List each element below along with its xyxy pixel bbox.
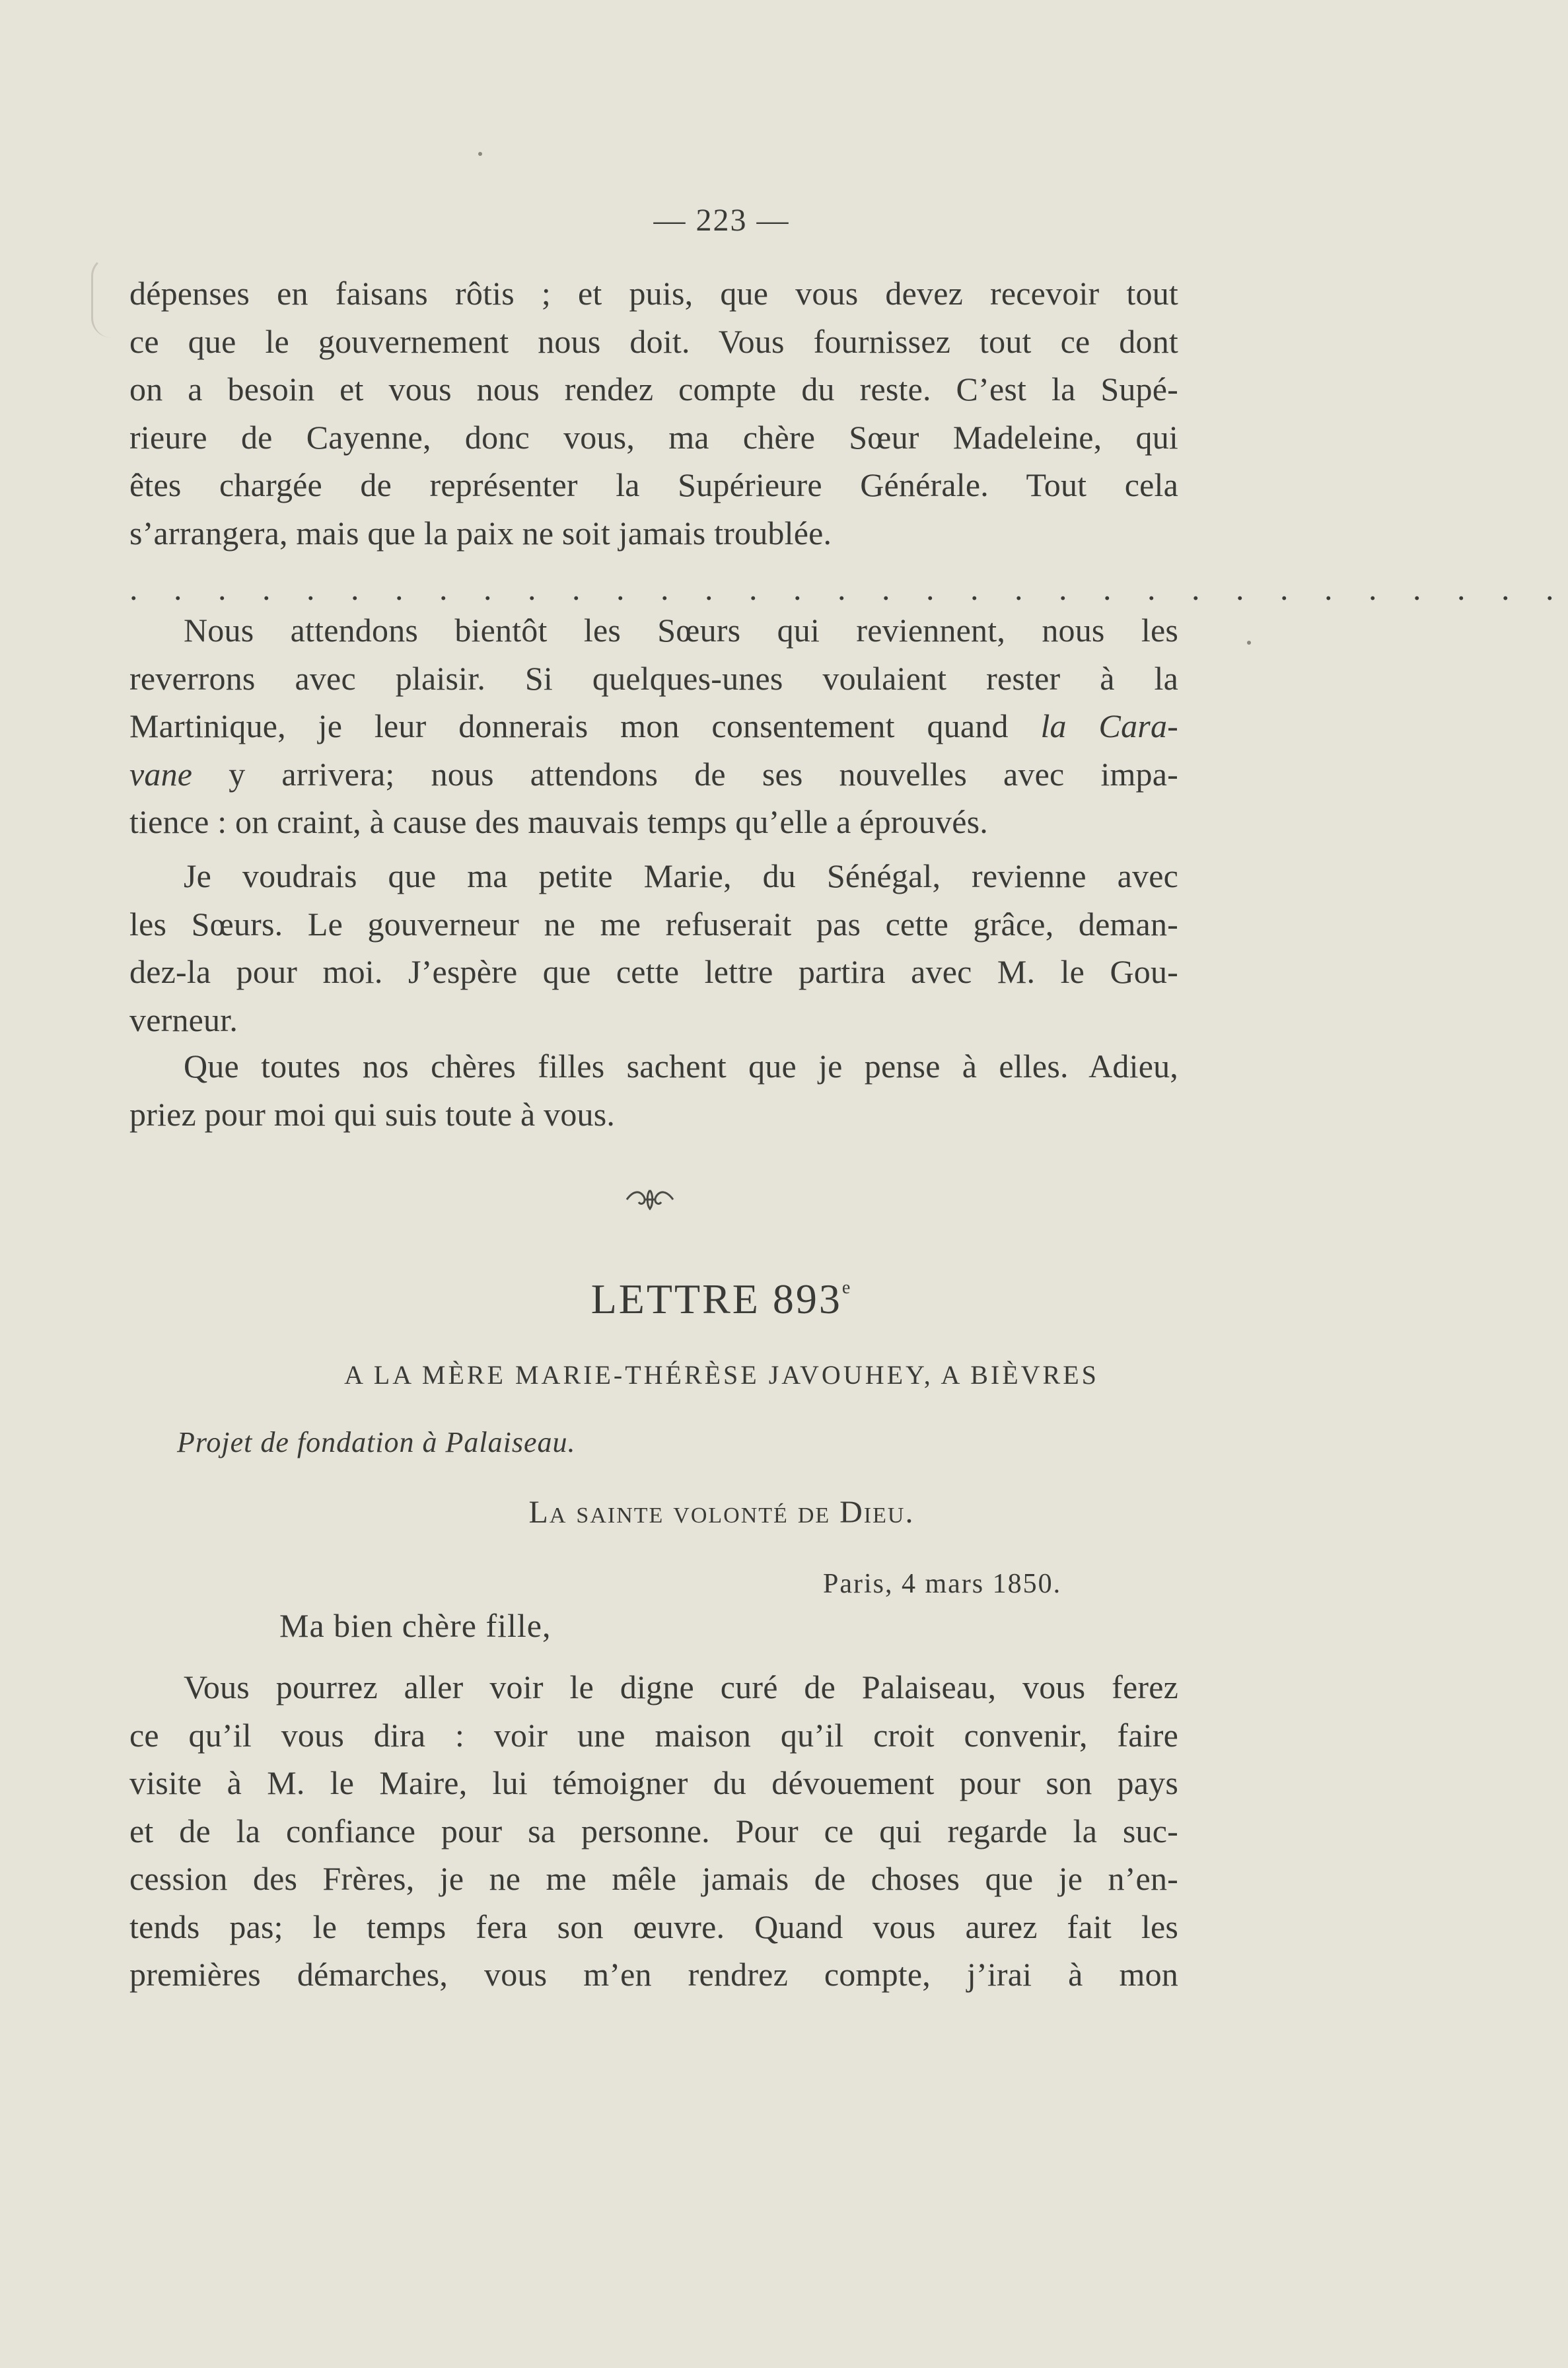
fleuron-ornament-icon	[624, 1186, 676, 1213]
text-line: reverrons avec plaisir. Si quelques-unes voulaient rester à la	[129, 659, 1178, 697]
letter-recipient: A LA MÈRE MARIE-THÉRÈSE JAVOUHEY, A BIÈVRES	[344, 1360, 1099, 1390]
letter-subject: Projet de fondation à Palaiseau.	[177, 1426, 576, 1458]
text-line: ce que le gouvernement nous doit. Vous fournissez tout ce dont	[129, 322, 1178, 360]
text-line: Nous attendons bientôt les Sœurs qui reviennent, nous les	[184, 612, 1178, 649]
text-line: visite à M. le Maire, lui témoigner du dévouement pour son pays	[129, 1764, 1178, 1801]
paragraph-farewell	[129, 1042, 1178, 1138]
paragraph-sisters-return	[129, 606, 1178, 846]
letter-salutation: Ma bien chère fille,	[279, 1607, 552, 1644]
text-line: dépenses en faisans rôtis ; et puis, que vous devez recevoir tout	[129, 275, 1178, 312]
text-line: Vous pourrez aller voir le digne curé de Palaiseau, vous ferez	[184, 1668, 1178, 1705]
continued-paragraph	[129, 269, 1178, 557]
text-line: êtes chargée de représenter la Supérieure Générale. Tout cela	[129, 466, 1178, 503]
text-line	[129, 702, 1178, 750]
text-fragment: Martinique, je leur donnerais mon consentement quand	[129, 707, 1041, 744]
letter-dateline: Paris, 4 mars 1850.	[823, 1569, 1062, 1599]
letter-body	[129, 1663, 1178, 1999]
page-number: — 223 —	[653, 203, 790, 238]
ship-name: vane	[129, 755, 193, 793]
text-line: tience : on craint, à cause des mauvais temps qu’elle a éprouvés.	[129, 803, 989, 840]
text-line: Je voudrais que ma petite Marie, du Sénégal, revienne avec	[184, 857, 1178, 894]
paper-speck	[478, 152, 482, 156]
text-line: ce qu’il vous dira : voir une maison qu’il croit convenir, faire	[129, 1716, 1178, 1754]
paragraph-little-marie	[129, 852, 1178, 1044]
ship-name: la Cara-	[1040, 707, 1178, 744]
letter-title-text: LETTRE 893	[590, 1275, 842, 1322]
text-line: on a besoin et vous nous rendez compte du reste. C’est la Supé-	[129, 371, 1178, 408]
text-line: verneur.	[129, 1001, 238, 1038]
text-line: tends pas; le temps fera son œuvre. Quand vous aurez fait les	[129, 1908, 1178, 1945]
text-line: Que toutes nos chères filles sachent que je pense à elles. Adieu,	[184, 1048, 1178, 1085]
text-line: rieure de Cayenne, donc vous, ma chère Sœur Madeleine, qui	[129, 418, 1178, 456]
text-line: dez-la pour moi. J’espère que cette lettre partira avec M. le Gou-	[129, 953, 1178, 990]
text-line	[129, 750, 1178, 799]
letter-title	[0, 1275, 1443, 1324]
ellipsis-row: . . . . . . . . . . . . . . . . . . . . . . . . . . . . . . . . .	[129, 570, 1568, 607]
text-line: s’arrangera, mais que la paix ne soit jamais troublée.	[129, 514, 832, 552]
paper-speck	[1247, 641, 1251, 645]
text-line: les Sœurs. Le gouverneur ne me refuserait pas cette grâce, deman-	[129, 905, 1178, 943]
text-line: premières démarches, vous m’en rendrez compte, j’irai à mon	[129, 1956, 1178, 1993]
text-line: cession des Frères, je ne me mêle jamais de choses que je n’en-	[129, 1860, 1178, 1897]
letter-title-suffix: e	[841, 1277, 853, 1298]
margin-stain	[91, 256, 117, 338]
letter-motto: La sainte volonté de Dieu.	[528, 1495, 915, 1530]
text-fragment: y arrivera; nous attendons de ses nouvelles avec impa-	[192, 755, 1178, 793]
text-line: priez pour moi qui suis toute à vous.	[129, 1095, 616, 1133]
text-line: et de la confiance pour sa personne. Pour ce qui regarde la suc-	[129, 1812, 1178, 1849]
